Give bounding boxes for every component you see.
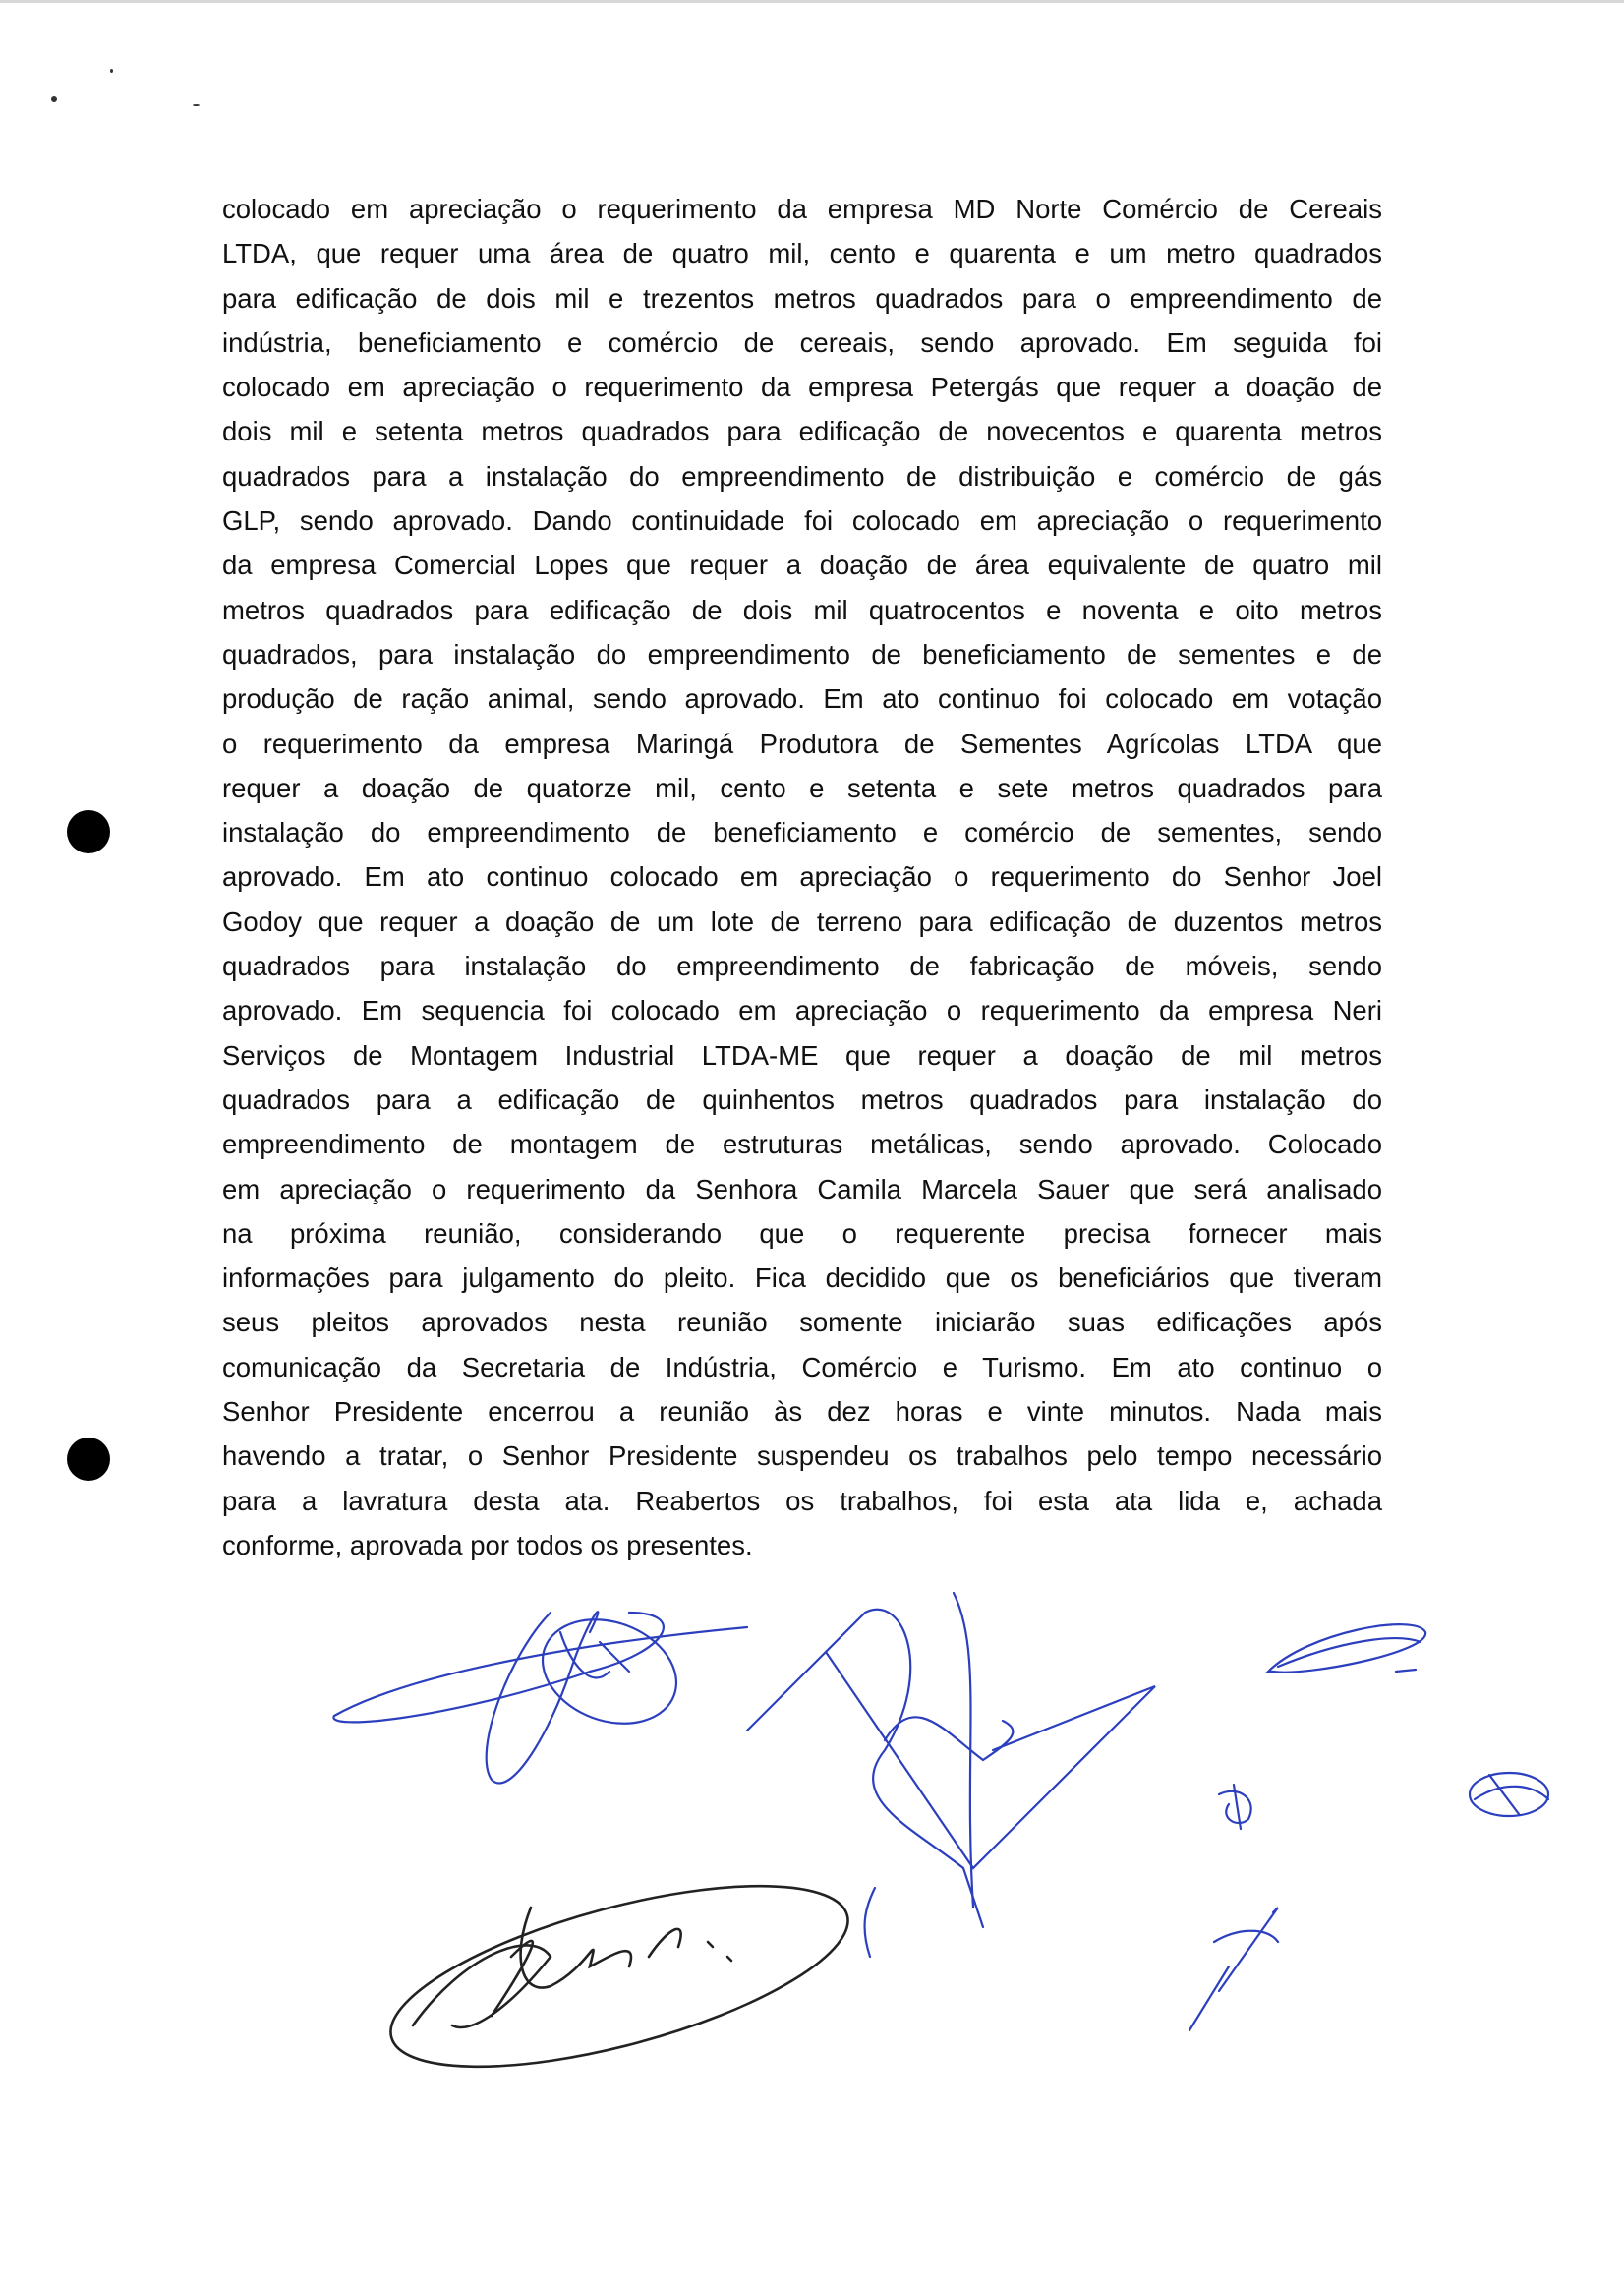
signature-7 (374, 1849, 865, 2103)
text-line: em apreciação o requerimento da Senhora Camila Marcela Sauer que será analisado (222, 1173, 1382, 1204)
text-line: informações para julgamento do pleito. Fica decidido que os beneficiários que tiveram (222, 1262, 1382, 1294)
minutes-body-text (222, 187, 1382, 1567)
text-line: Senhor Presidente encerrou a reunião às dez horas e vinte minutos. Nada mais (222, 1396, 1382, 1428)
text-line: na próxima reunião, considerando que o requerente precisa fornecer mais (222, 1217, 1382, 1249)
text-line: colocado em apreciação o requerimento da empresa Petergás que requer a doação de (222, 372, 1382, 403)
text-line: da empresa Comercial Lopes que requer a doação de área equivalente de quatro mil (222, 550, 1382, 581)
signature-5 (1470, 1773, 1548, 1816)
text-line: havendo a tratar, o Senhor Presidente suspendeu os trabalhos pelo tempo necessário (222, 1440, 1382, 1472)
text-line: quadrados para a edificação de quinhentos metros quadrados para instalação do (222, 1084, 1382, 1115)
text-line: colocado em apreciação o requerimento da empresa MD Norte Comércio de Cereais (222, 194, 1382, 224)
text-line: requer a doação de quatorze mil, cento e setenta e sete metros quadrados para (222, 772, 1382, 803)
signature-1 (333, 1602, 747, 1783)
text-line: o requerimento da empresa Maringá Produtora de Sementes Agrícolas LTDA que (222, 728, 1382, 759)
text-line: quadrados, para instalação do empreendimento de beneficiamento de sementes e de (222, 638, 1382, 670)
text-line: LTDA, que requer uma área de quatro mil, cento e quarenta e um metro quadrados (222, 238, 1382, 269)
signature-6 (1189, 1908, 1278, 2030)
signature-2 (747, 1593, 1155, 1957)
text-line: indústria, beneficiamento e comércio de cereais, sendo aprovado. Em seguida foi (222, 326, 1382, 358)
text-line: produção de ração animal, sendo aprovado. Em ato continuo foi colocado em votação (222, 683, 1382, 715)
text-line: aprovado. Em sequencia foi colocado em apreciação o requerimento da empresa Neri (222, 995, 1382, 1027)
text-line: Serviços de Montagem Industrial LTDA-ME que requer a doação de mil metros (222, 1039, 1382, 1071)
text-line: GLP, sendo aprovado. Dando continuidade foi colocado em apreciação o requerimento (222, 505, 1382, 537)
text-line: empreendimento de montagem de estruturas metálicas, sendo aprovado. Colocado (222, 1129, 1382, 1160)
scan-edge (0, 0, 1624, 3)
text-line: instalação do empreendimento de beneficiamento e comércio de sementes, sendo (222, 817, 1382, 849)
text-line: Godoy que requer a doação de um lote de terreno para edificação de duzentos metros (222, 906, 1382, 937)
text-line: para edificação de dois mil e trezentos metros quadrados para o empreendimento de (222, 282, 1382, 314)
scan-speck (193, 104, 200, 106)
scan-speck (51, 96, 57, 102)
text-line: dois mil e setenta metros quadrados para edificação de novecentos e quarenta metros (222, 416, 1382, 447)
text-line: seus pleitos aprovados nesta reunião somente iniciarão suas edificações após (222, 1307, 1382, 1338)
text-line: metros quadrados para edificação de dois mil quatrocentos e noventa e oito metros (222, 594, 1382, 625)
text-line: quadrados para instalação do empreendimento de fabricação de móveis, sendo (222, 951, 1382, 982)
signature-3 (1268, 1624, 1425, 1672)
punch-hole (67, 810, 110, 853)
signature-4 (1219, 1785, 1251, 1829)
text-line: comunicação da Secretaria de Indústria, Comércio e Turismo. Em ato continuo o (222, 1351, 1382, 1382)
text-line: para a lavratura desta ata. Reabertos os trabalhos, foi esta ata lida e, achada (222, 1485, 1382, 1516)
scan-speck (110, 69, 113, 73)
text-line: quadrados para a instalação do empreendimento de distribuição e comércio de gás (222, 460, 1382, 492)
punch-hole (67, 1438, 110, 1481)
text-line: aprovado. Em ato continuo colocado em apreciação o requerimento do Senhor Joel (222, 861, 1382, 893)
text-line: conforme, aprovada por todos os presentes. (222, 1529, 753, 1560)
